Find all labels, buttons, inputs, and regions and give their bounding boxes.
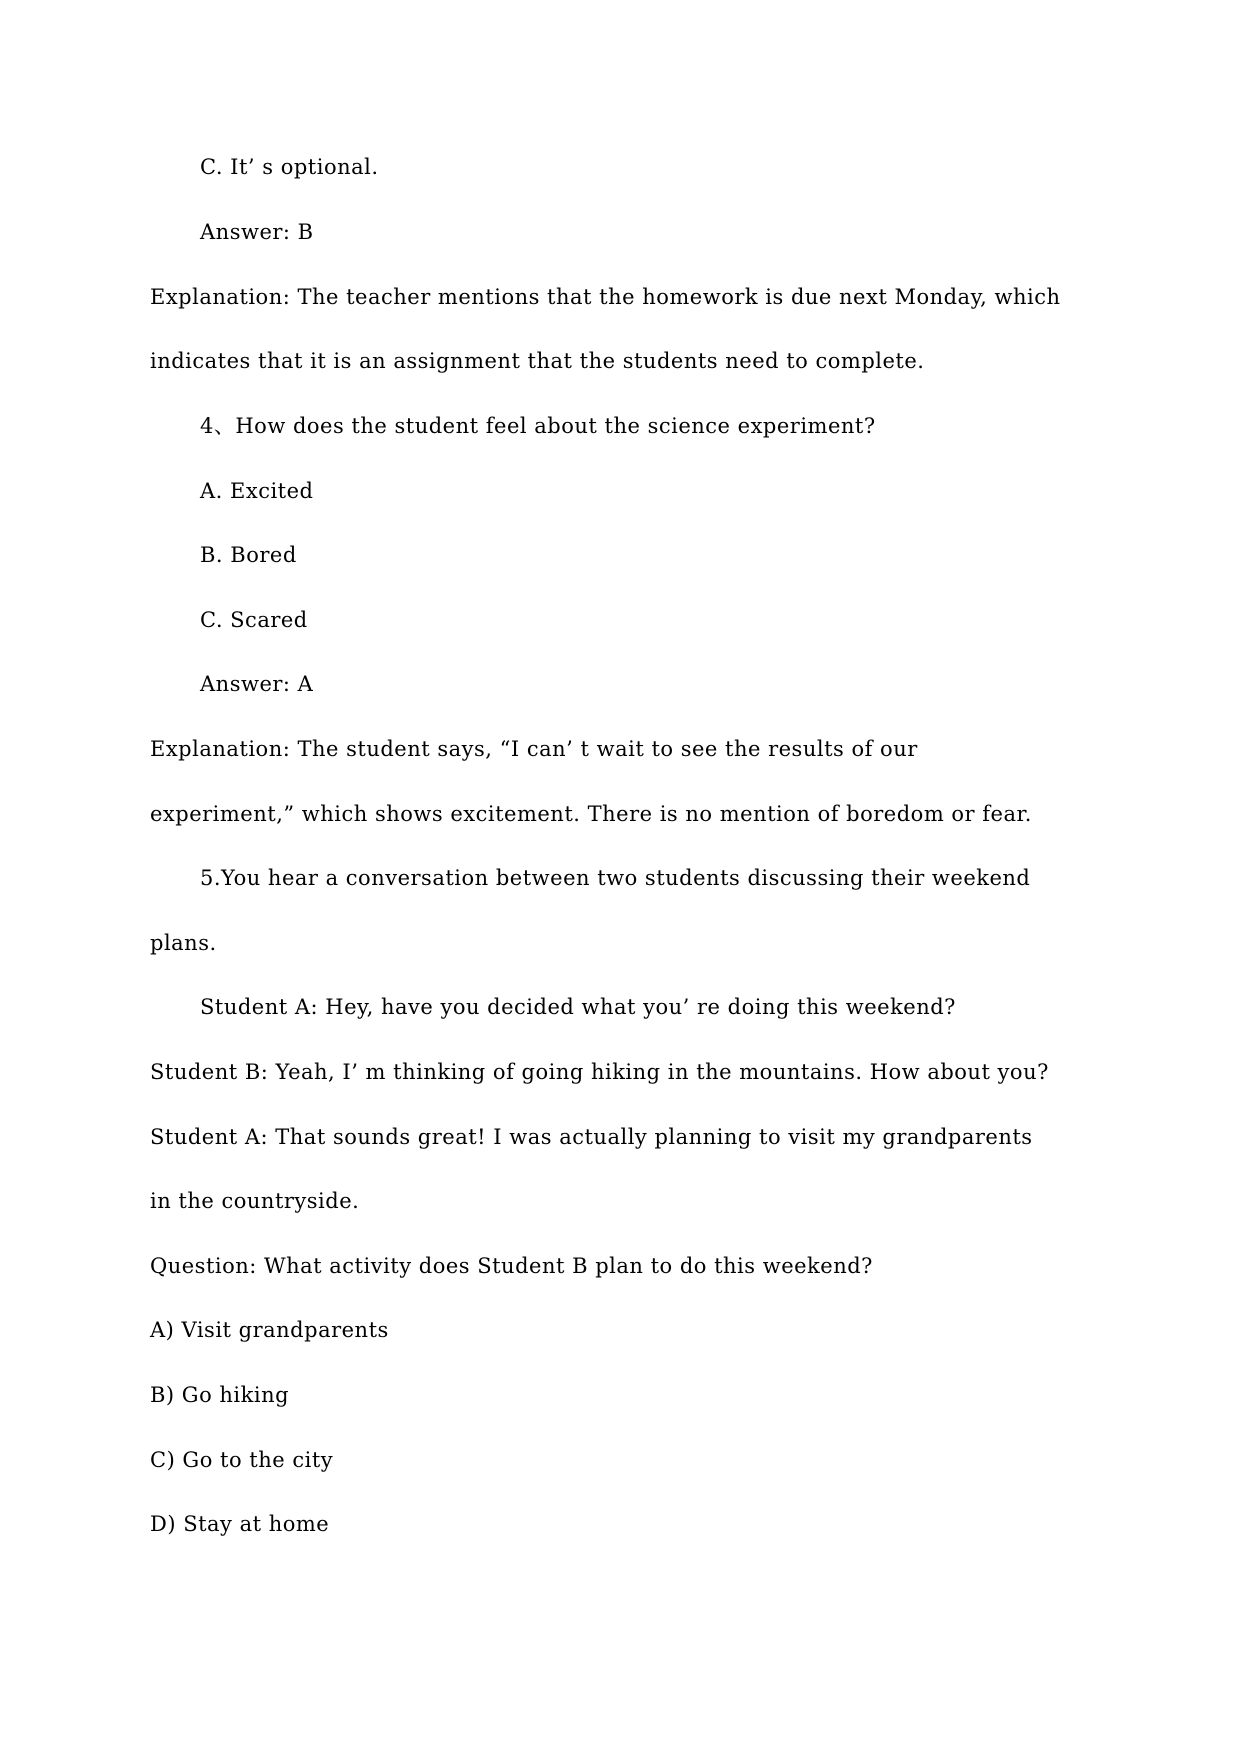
q5-dialogue-line-3: Student A: That sounds great! I was actually planning to visit my grandparents xyxy=(150,1125,1033,1149)
q5-dialogue-line-2: Student B: Yeah, I’ m thinking of going hiking in the mountains. How about you? xyxy=(150,1060,1049,1084)
q4-explanation-line-2: experiment,” which shows excitement. There is no mention of boredom or fear. xyxy=(150,802,1032,826)
q5-dialogue-line-4: in the countryside. xyxy=(150,1189,360,1213)
q5-question: Question: What activity does Student B plan to do this weekend? xyxy=(150,1254,873,1278)
q4-explanation-line-1: Explanation: The student says, “I can’ t wait to see the results of our xyxy=(150,737,918,761)
q4-option-c: C. Scared xyxy=(200,608,308,632)
q3-option-c: C. It’ s optional. xyxy=(200,155,379,179)
q5-intro-line-1: 5.You hear a conversation between two students discussing their weekend xyxy=(200,866,1031,890)
q5-option-b: B) Go hiking xyxy=(150,1383,290,1407)
q3-answer: Answer: B xyxy=(200,220,314,244)
q5-dialogue-line-1: Student A: Hey, have you decided what you’ re doing this weekend? xyxy=(200,995,956,1019)
q5-option-a: A) Visit grandparents xyxy=(150,1318,389,1342)
q4-option-a: A. Excited xyxy=(200,479,314,503)
q4-question: 4、How does the student feel about the science experiment? xyxy=(200,414,876,438)
q4-option-b: B. Bored xyxy=(200,543,297,567)
q5-option-c: C) Go to the city xyxy=(150,1448,334,1472)
q5-intro-line-2: plans. xyxy=(150,931,217,955)
q3-explanation-line-2: indicates that it is an assignment that the students need to complete. xyxy=(150,349,925,373)
q4-answer: Answer: A xyxy=(200,672,314,696)
q3-explanation-line-1: Explanation: The teacher mentions that the homework is due next Monday, which xyxy=(150,285,1061,309)
q5-option-d: D) Stay at home xyxy=(150,1512,330,1536)
